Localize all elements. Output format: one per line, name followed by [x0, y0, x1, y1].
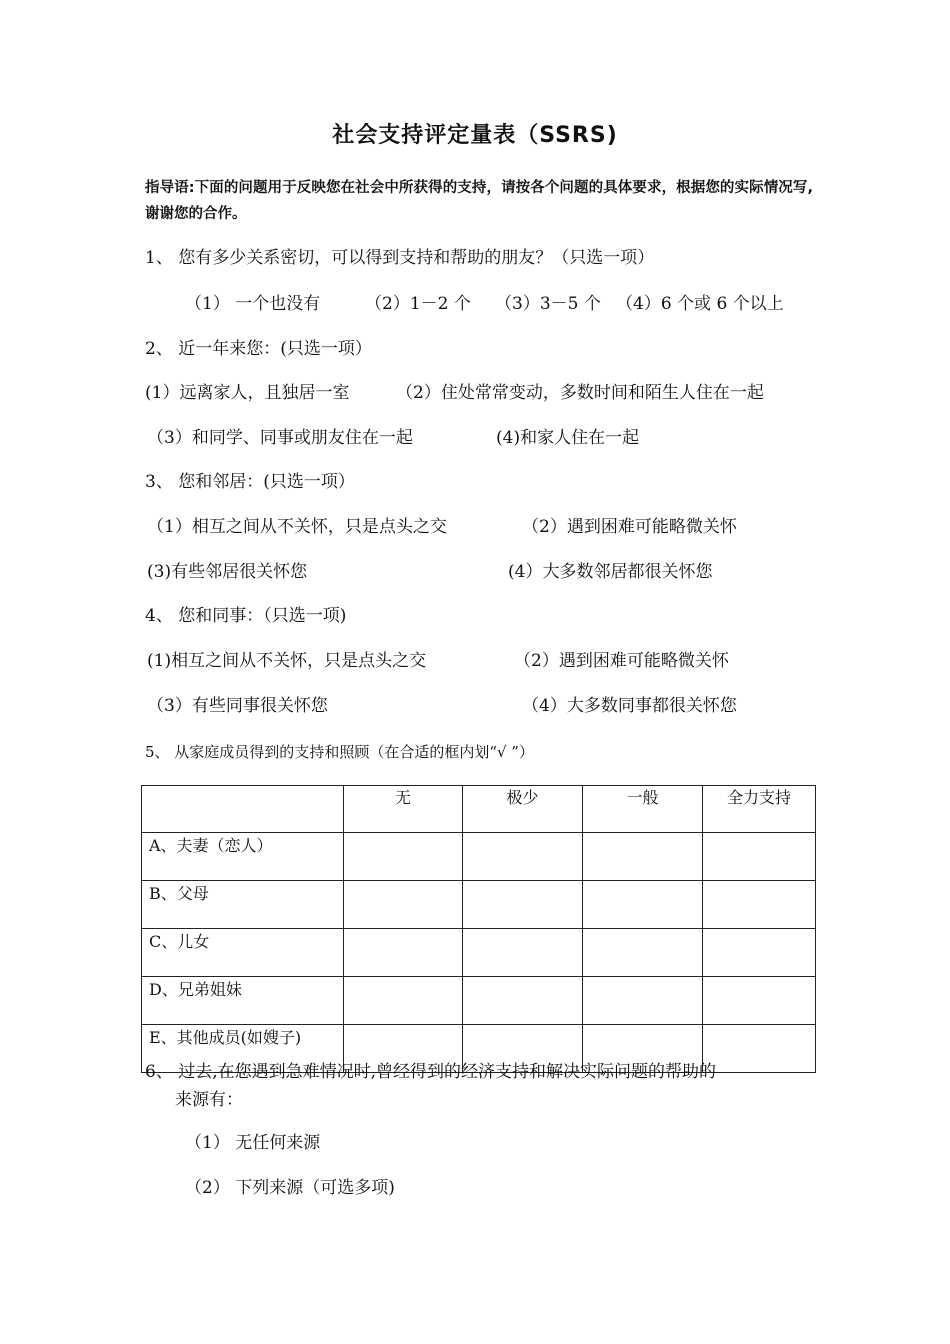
- checkbox-cell[interactable]: [344, 977, 463, 1025]
- question-6-line-2: 来源有：: [175, 1090, 243, 1110]
- q2-option-2[interactable]: （2）住处常常变动，多数时间和陌生人住在一起: [396, 383, 764, 403]
- q6-option-1[interactable]: （1） 无任何来源: [185, 1133, 321, 1153]
- question-6: [145, 1058, 815, 1114]
- q4-option-2[interactable]: （2）遇到困难可能略微关怀: [514, 651, 729, 671]
- checkbox-cell[interactable]: [583, 977, 703, 1025]
- table-row: [142, 929, 816, 977]
- checkbox-cell[interactable]: [344, 929, 463, 977]
- q3-option-3[interactable]: (3)有些邻居很关怀您: [147, 562, 308, 582]
- q3-option-2[interactable]: （2）遇到困难可能略微关怀: [522, 517, 737, 537]
- row-label-siblings: D、兄弟姐妹: [142, 977, 344, 1025]
- q3-option-4[interactable]: (4）大多数邻居都很关怀您: [508, 562, 713, 582]
- q2-option-3[interactable]: （3）和同学、同事或朋友住在一起: [147, 428, 413, 448]
- checkbox-cell[interactable]: [344, 833, 463, 881]
- checkbox-cell[interactable]: [463, 977, 583, 1025]
- checkbox-cell[interactable]: [703, 833, 816, 881]
- q2-option-1[interactable]: (1）远离家人，且独居一室: [145, 383, 350, 403]
- checkbox-cell[interactable]: [463, 881, 583, 929]
- table-header-full-support: 全力支持: [703, 786, 816, 833]
- table-row: [142, 881, 816, 929]
- checkbox-cell[interactable]: [583, 929, 703, 977]
- q1-option-2[interactable]: （2）1－2 个: [365, 294, 471, 314]
- checkbox-cell[interactable]: [703, 977, 816, 1025]
- q6-option-2[interactable]: （2） 下列来源（可选多项): [185, 1178, 395, 1198]
- q3-option-1[interactable]: （1）相互之间从不关怀，只是点头之交: [147, 517, 447, 537]
- table-row: [142, 833, 816, 881]
- checkbox-cell[interactable]: [463, 929, 583, 977]
- page-title: 社会支持评定量表（SSRS): [332, 123, 618, 148]
- row-label-parents: B、父母: [142, 881, 344, 929]
- q2-option-4[interactable]: (4)和家人住在一起: [496, 428, 640, 448]
- instructions: 指导语:下面的问题用于反映您在社会中所获得的支持，请按各个问题的具体要求，根据您的实际情况写,谢谢您的合作。: [145, 180, 813, 222]
- row-label-other-members: E、其他成员(如嫂子): [142, 1025, 344, 1073]
- table-header-average: 一般: [583, 786, 703, 833]
- table-header-none: 无: [344, 786, 463, 833]
- question-1: 1、 您有多少关系密切，可以得到支持和帮助的朋友？（只选一项）: [145, 248, 655, 268]
- q4-option-3[interactable]: （3）有些同事很关怀您: [147, 696, 328, 716]
- question-4: 4、 您和同事：（只选一项): [145, 606, 347, 626]
- checkbox-cell[interactable]: [463, 833, 583, 881]
- table-header-blank: [142, 786, 344, 833]
- checkbox-cell[interactable]: [703, 929, 816, 977]
- question-3: 3、 您和邻居：(只选一项）: [145, 472, 355, 492]
- q1-option-3[interactable]: （3）3－5 个: [495, 294, 601, 314]
- question-5: 5、 从家庭成员得到的支持和照顾（在合适的框内划“√ ”）: [145, 743, 534, 761]
- table-header-row: [142, 786, 816, 833]
- checkbox-cell[interactable]: [703, 881, 816, 929]
- row-label-spouse: A、夫妻（恋人）: [142, 833, 344, 881]
- q4-option-1[interactable]: (1)相互之间从不关怀，只是点头之交: [147, 651, 427, 671]
- table-row: [142, 977, 816, 1025]
- row-label-children: C、儿女: [142, 929, 344, 977]
- q1-option-1[interactable]: （1） 一个也没有: [185, 294, 321, 314]
- checkbox-cell[interactable]: [583, 881, 703, 929]
- checkbox-cell[interactable]: [344, 881, 463, 929]
- table-header-little: 极少: [463, 786, 583, 833]
- checkbox-cell[interactable]: [583, 833, 703, 881]
- family-support-table: [141, 785, 816, 1073]
- q1-option-4[interactable]: （4）6 个或 6 个以上: [616, 294, 784, 314]
- question-6-line-1: 6、 过去,在您遇到急难情况时,曾经得到的经济支持和解决实际问题的帮助的: [145, 1062, 717, 1082]
- question-2: 2、 近一年来您：(只选一项）: [145, 339, 372, 359]
- q4-option-4[interactable]: （4）大多数同事都很关怀您: [522, 696, 737, 716]
